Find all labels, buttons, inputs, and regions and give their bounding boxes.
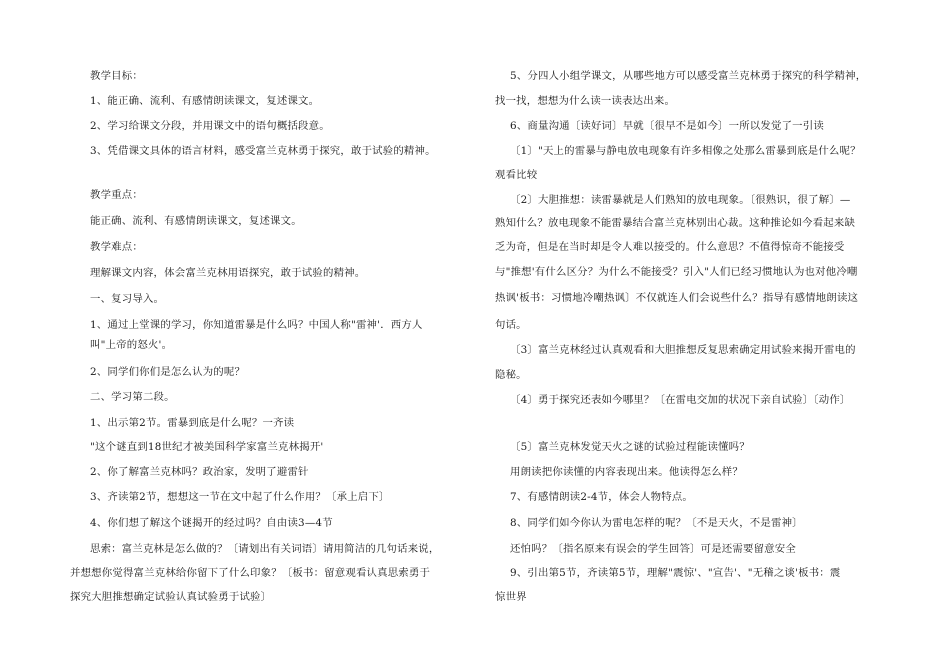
text-line: 惊世界: [495, 591, 527, 603]
text-line: 找一找，想想为什么读一读表达出来。: [495, 95, 676, 107]
text-line: 4、你们想了解这个谜揭开的经过吗？自由读3—4节: [90, 517, 333, 529]
text-line: 1、通过上堂课的学习，你知道雷暴是什么吗？中国人称"雷神'．西方人: [90, 319, 423, 331]
text-line: 7、有感情朗读2-4节，体会人物特点。: [510, 491, 694, 503]
text-line: 2、学习给课文分段，并用课文中的语句概括段意。: [90, 120, 330, 132]
text-line: 乏为奇，但是在当时却是令人难以接受的。什么意思？不值得惊奇不能接受: [495, 241, 845, 253]
text-line: 句话。: [495, 319, 527, 331]
text-line: 熟知什么？放电现象不能雷暴结合富兰克林别出心裁。这种推论如今看起来缺: [495, 217, 856, 229]
text-line: 教学目标：: [90, 70, 143, 82]
text-line: 叫"上帝的怒火'。: [90, 339, 173, 351]
text-line: 3、齐读第2节，想想这一节在文中起了什么作用？〔承上启下〕: [90, 491, 390, 503]
text-line: 2、你了解富兰克林吗？政治家，发明了避雷针: [90, 466, 309, 478]
text-line: 1、能正确、流利、有感情朗读课文，复述课文。: [90, 95, 320, 107]
text-line: 热讽'板书：习惯地冷嘲热讽〕不仅就连人们会说些什么？指导有感情地朗读这: [495, 292, 859, 304]
text-line: 还怕吗？〔指名原来有误会的学生回答〕可是还需要留意安全: [510, 543, 796, 555]
text-line: 理解课文内容，体会富兰克林用语探究，敢于试验的精神。: [90, 267, 366, 279]
text-line: 5、分四人小组学课文，从哪些地方可以感受富兰克林勇于探究的科学精神，: [510, 70, 867, 82]
text-line: 9、引出第5节，齐读第5节，理解"震惊'、"宣告'、"无稽之谈'板书：震: [510, 567, 841, 579]
text-line: 2、同学们你们是怎么认为的呢？: [90, 366, 246, 378]
text-line: 一、复习导入。: [90, 293, 165, 305]
text-line: 观看比较: [495, 169, 538, 181]
text-line: 6、商量沟通〔读好词〕早就〔很早不是如今〕一所以发觉了一引读: [510, 120, 824, 132]
text-line: 8、同学们如今你认为雷电怎样的呢？〔不是天火，不是雷神〕: [510, 517, 803, 529]
text-line: 二、学习第二段。: [90, 391, 175, 403]
text-line: 教学重点：: [90, 189, 143, 201]
text-line: 教学难点：: [90, 241, 143, 253]
text-line: 3、凭借课文具体的语言材料，感受富兰克林勇于探究，敢于试验的精神。: [90, 145, 436, 157]
text-line: 〔3〕富兰克林经过认真观看和大胆推想反复思索确定用试验来揭开雷电的: [510, 344, 856, 356]
text-line: "这个谜直到18世纪才被美国科学家富兰克林揭开': [90, 441, 324, 453]
text-line: 〔5〕富兰克林发觉天火之谜的试验过程能读懂吗？: [510, 441, 750, 453]
text-line: 用朗读把你读懂的内容表现出来。他读得怎么样？: [510, 466, 743, 478]
text-line: 与"推想'有什么区分？为什么不能接受？引入"人们已经习惯地认为也对他冷嘲: [495, 266, 858, 278]
text-line: 并想想你觉得富兰克林给你留下了什么印象？〔板书：留意观看认真思索勇于: [70, 567, 431, 579]
text-line: 探究大胆推想确定试验认真试验勇于试验〕: [70, 591, 272, 603]
text-line: 〔2〕大胆推想：读雷暴就是人们熟知的放电现象。〔很熟识，很了解〕—: [510, 194, 851, 206]
text-line: 〔4〕勇于探究还表如今哪里？〔在雷电交加的状况下亲自试验〕〔动作〕: [510, 394, 851, 406]
text-line: 能正确、流利、有感情朗读课文，复述课文。: [90, 215, 302, 227]
text-line: 隐秘。: [495, 369, 527, 381]
text-line: 思索：富兰克林是怎么做的？〔请划出有关词语〕请用简洁的几句话来说，: [90, 543, 440, 555]
text-line: 1、出示第2节。雷暴到底是什么呢？一齐读: [90, 417, 295, 429]
text-line: 〔1〕"天上的雷暴与静电放电现象有许多相像之处那么雷暴到底是什么呢？: [510, 145, 861, 157]
